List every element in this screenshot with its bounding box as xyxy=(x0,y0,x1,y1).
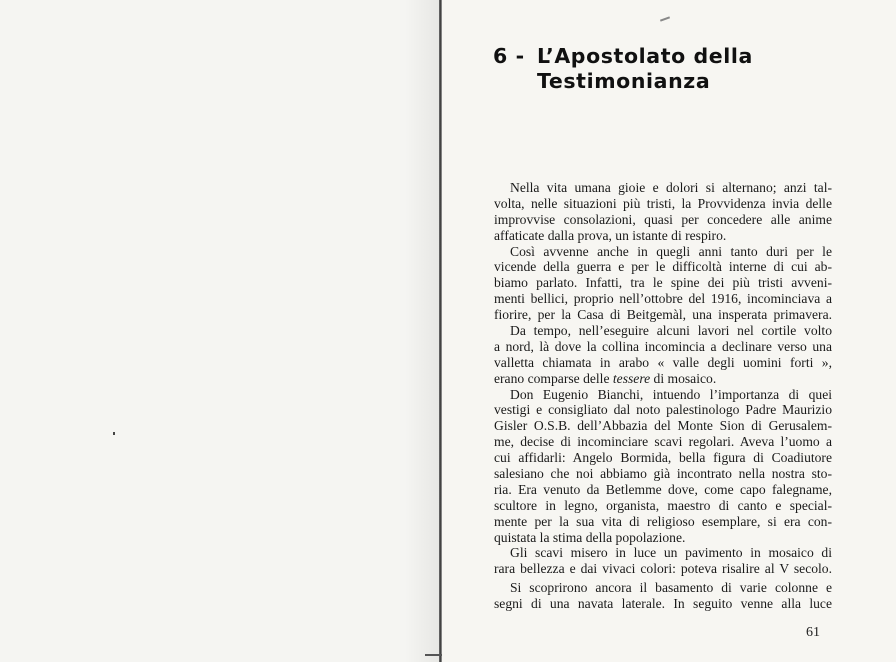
left-page xyxy=(0,0,440,662)
chapter-dash: - xyxy=(515,44,525,68)
text-line: volta, nelle situazioni più tristi, la Provvidenza invia delle xyxy=(494,195,832,211)
text-line: rara bellezza e dai vivaci colori: poteva risalire al V secolo. xyxy=(494,561,832,577)
ink-speck xyxy=(113,432,115,435)
text-line: biamo parlato. Infatti, tra le spine dei più tristi avveni- xyxy=(494,275,832,291)
text-line: valletta chiamata in arabo « valle degli uomini forti », xyxy=(494,354,832,370)
text-line: erano comparse delle tessere di mosaico. xyxy=(494,370,717,386)
text-line: Gisler O.S.B. dell’Abbazia del Monte Sion di Gerusalem- xyxy=(494,418,832,434)
text-line: quistata la stima della popolazione. xyxy=(494,529,686,545)
text-line: Si scoprirono ancora il basamento di varie colonne e xyxy=(510,580,832,596)
text-line: affaticate dalla prova, un istante di respiro. xyxy=(494,227,727,243)
text-line: Gli scavi misero in luce un pavimento in mosaico di xyxy=(510,545,832,561)
chapter-title-line1 xyxy=(493,44,853,69)
text-line: segni di una navata laterale. In seguito venne alla luce xyxy=(494,596,832,612)
text-line: menti bellici, proprio nell’ottobre del 1916, incominciava a xyxy=(494,291,832,307)
text-line: scultore in legno, organista, maestro di canto e special- xyxy=(494,497,832,513)
text-line: salesiano che noi abbiamo già incontrato nella nostra sto- xyxy=(494,466,832,482)
text-line: a nord, là dove la collina incomincia a declinare verso una xyxy=(494,338,832,354)
chapter-title-text-2: Testimonianza xyxy=(537,69,711,93)
text-line: fiorire, per la Casa di Beitgemàl, una insperata primavera. xyxy=(494,307,832,323)
text-line: Don Eugenio Bianchi, intuendo l’importanza di quei xyxy=(510,386,832,402)
text-line: improvvise consolazioni, quasi per concedere alle anime xyxy=(494,211,832,227)
text-line: Così avvenne anche in quegli anni tanto duri per le xyxy=(510,243,832,259)
text-line: Nella vita umana gioie e dolori si alternano; anzi tal- xyxy=(510,180,832,195)
chapter-number: 6 xyxy=(493,44,508,68)
chapter-title-text-1: L’Apostolato della xyxy=(537,44,753,68)
text-line: vestigi e consigliato dal noto palestinologo Padre Maurizio xyxy=(494,402,832,418)
page-shadow xyxy=(0,0,440,662)
text-line: vicende della guerra e per le difficoltà interne di cui ab- xyxy=(494,259,832,275)
text-line: mente per la sua vita di religioso esemplare, si era con- xyxy=(494,513,832,529)
chapter-title xyxy=(493,44,853,94)
chapter-number-group xyxy=(493,44,537,69)
body-text xyxy=(494,180,832,612)
text-line: Da tempo, nell’eseguire alcuni lavori nel cortile volto xyxy=(510,323,832,339)
page-number: 61 xyxy=(806,625,820,640)
text-line: cui affidarli: Angelo Bormida, bella figura di Coadiutore xyxy=(494,450,832,466)
emphasis: tessere xyxy=(612,370,651,386)
text-line: me, decise di incominciare scavi regolari. Aveva l’uomo a xyxy=(494,434,832,450)
text-line: ria. Era venuto da Betlemme dove, come capo falegname, xyxy=(494,481,832,497)
